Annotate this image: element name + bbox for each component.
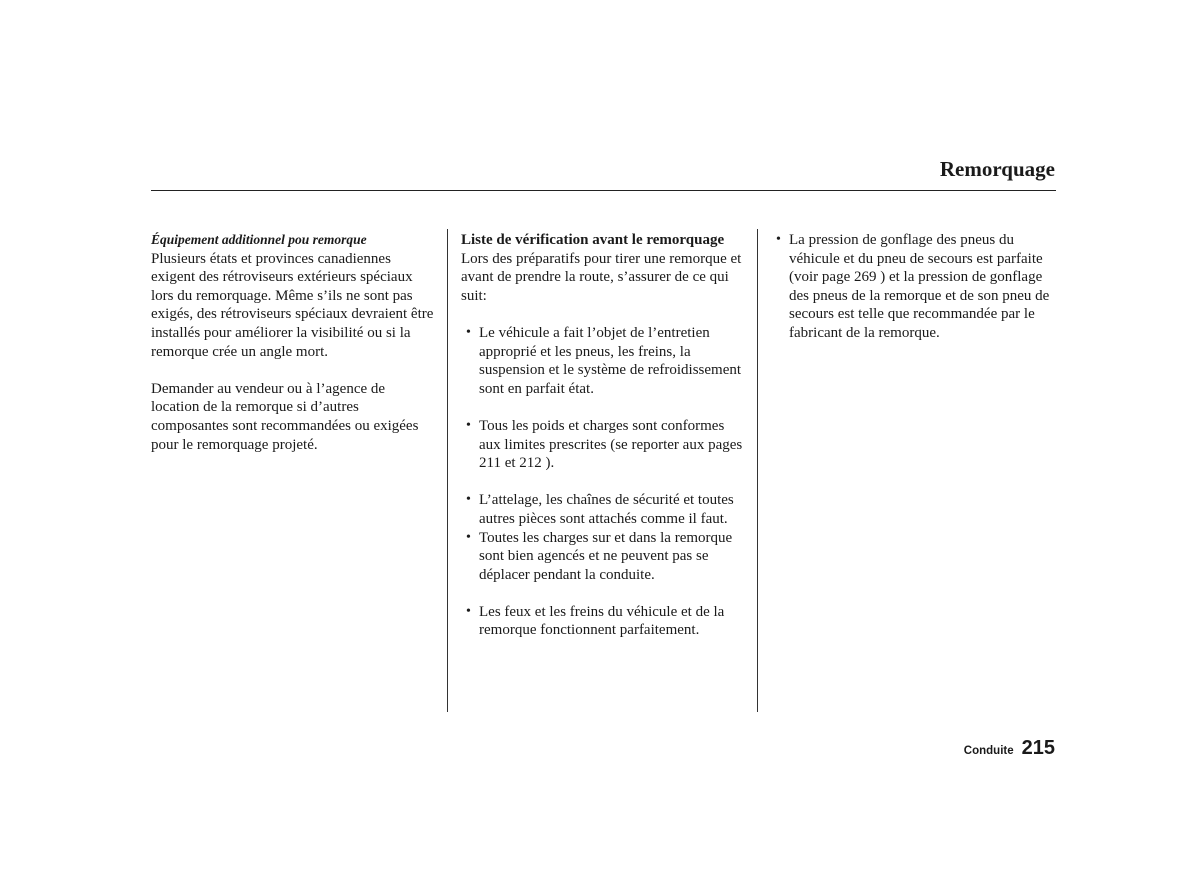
list-item	[462, 324, 749, 398]
list-item-text: La pression de gonflage des pneus du véhicule et du pneu de secours est parfaite (voir page 269 ) et la pression de gonflage des pneus de la remorque et de son pneu de secours est telle que recommandée par le fabricant de la remorque.	[789, 232, 1050, 341]
list-item-text: L’attelage, les chaînes de sécurité et toutes autres pièces sont attachés comme il faut.	[479, 492, 734, 527]
list-item	[462, 603, 749, 640]
page-number: 215	[1021, 737, 1055, 759]
list-item	[462, 529, 749, 585]
list-item	[462, 491, 749, 528]
bullet-icon: •	[776, 232, 781, 247]
column-left	[151, 231, 434, 454]
bullet-icon: •	[466, 492, 471, 508]
page-title: Remorquage	[939, 157, 1055, 181]
paragraph-dealer: Demander au vendeur ou à l’agence de location de la remorque si d’autres composantes sont recommandées ou exigées pour le remorquage projeté.	[151, 380, 419, 453]
checklist-intro: Lors des préparatifs pour tirer une remorque et avant de prendre la route, s’assurer de ce qui suit:	[461, 250, 742, 304]
list-item	[776, 231, 1058, 343]
bullet-icon: •	[466, 603, 471, 619]
column-divider-right	[757, 229, 758, 712]
section-heading-equipment: Équipement additionnel pou remorque	[151, 232, 367, 247]
paragraph-mirrors: Plusieurs états et provinces canadiennes exigent des rétroviseurs extérieurs spéciaux lors du remorquage. Même s’ils ne sont pas exigés, des rétroviseurs spéciaux devraient être installés pour améliorer la visibilité ou si la remorque crée un angle mort.	[151, 250, 434, 360]
column-right	[776, 231, 1058, 343]
list-item-text: Tous les poids et charges sont conformes aux limites prescrites (se reporter aux pages 211 et 212 ).	[479, 417, 743, 472]
checklist-continued	[776, 231, 1058, 343]
list-item-text: Les feux et les freins du véhicule et de la remorque fonctionnent parfaitement.	[479, 603, 725, 639]
section-heading-checklist: Liste de vérification avant le remorquage	[461, 232, 725, 248]
bullet-icon: •	[466, 529, 471, 545]
bullet-icon: •	[466, 324, 471, 340]
checklist	[462, 324, 749, 640]
bullet-icon: •	[466, 417, 471, 433]
list-item-text: Toutes les charges sur et dans la remorque sont bien agencés et ne peuvent pas se déplacer pendant la conduite.	[479, 529, 733, 583]
column-middle	[461, 231, 749, 640]
header-rule	[151, 190, 1056, 191]
list-item	[462, 417, 749, 473]
page-footer	[964, 737, 1055, 760]
footer-section-label: Conduite	[963, 745, 1014, 757]
list-item-text: Le véhicule a fait l’objet de l’entretien approprié et les pneus, les freins, la suspension et le système de refroidissement sont en parfait état.	[479, 324, 742, 397]
column-divider-left	[447, 229, 448, 712]
